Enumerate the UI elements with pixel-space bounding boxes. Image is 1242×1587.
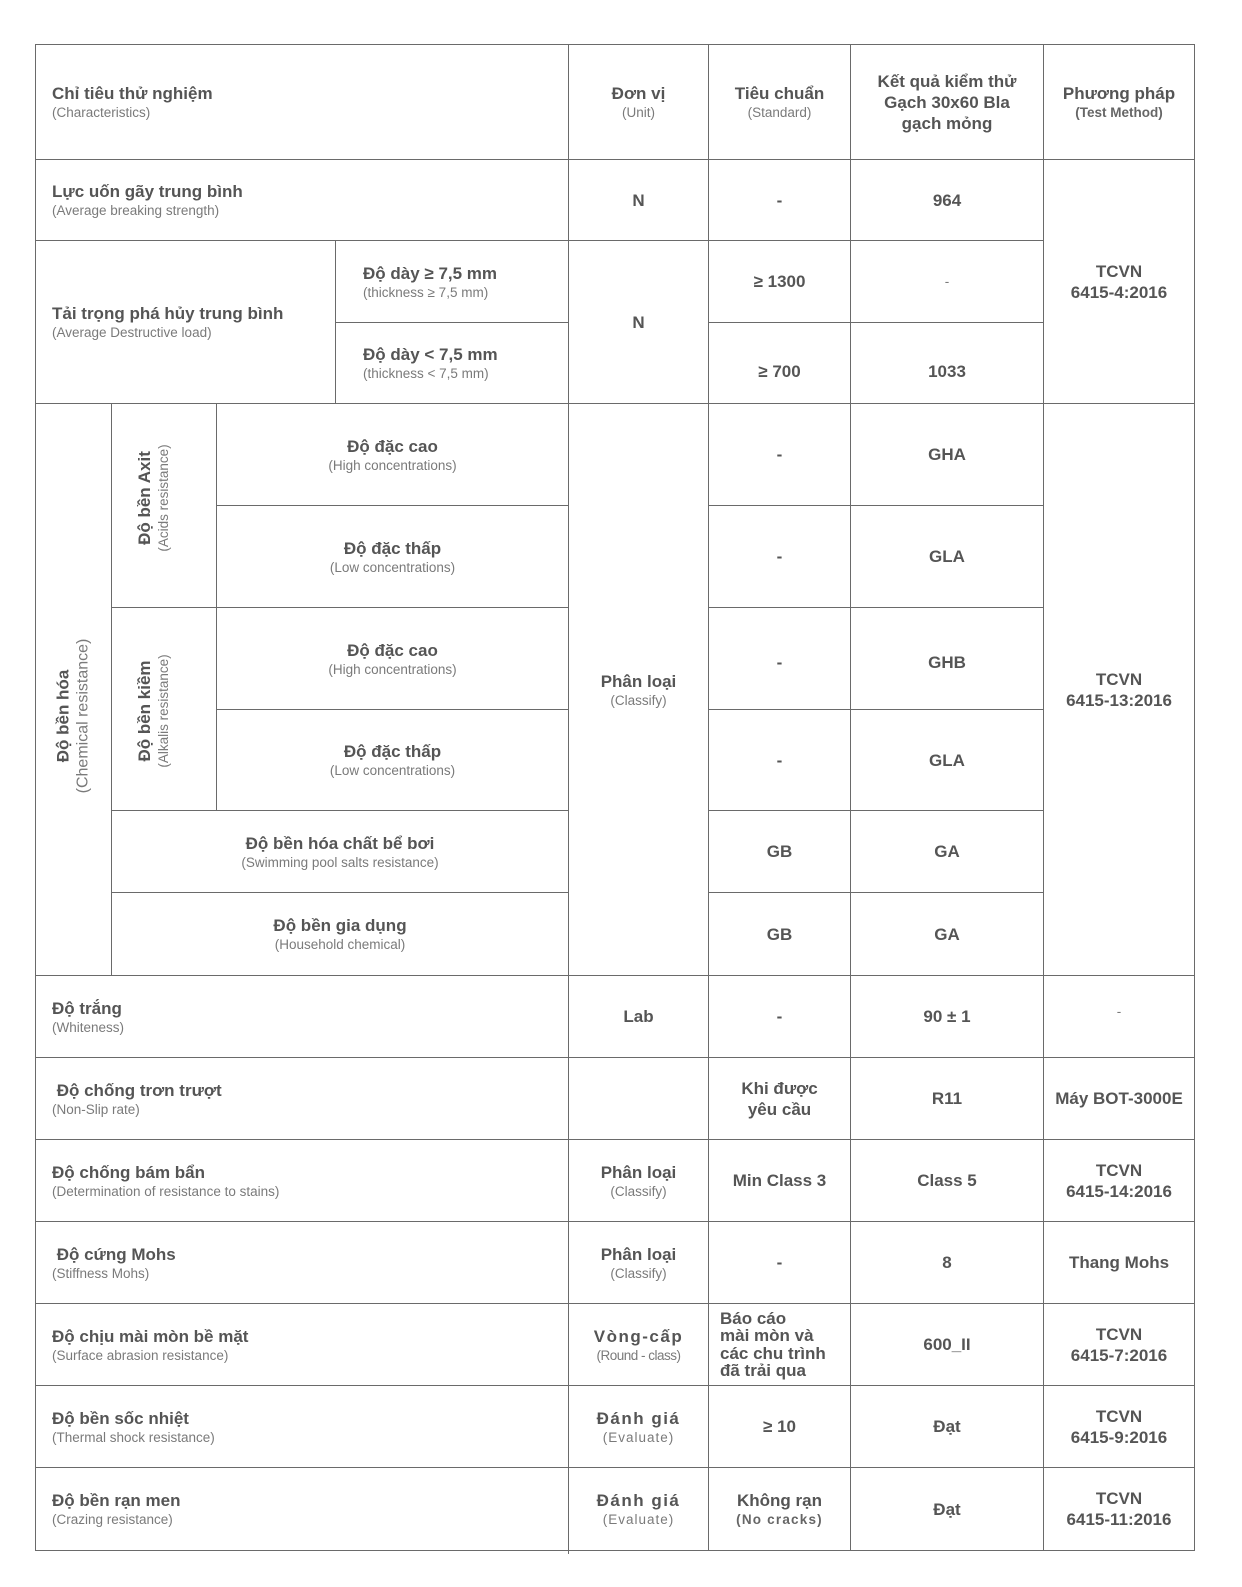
stains-label [36, 1140, 568, 1221]
pool-result-value: GA [934, 842, 960, 861]
header-standard-en: (Standard) [747, 105, 812, 120]
stains-unit-vi: Phân loại [600, 1162, 677, 1182]
abrasion-standard-line3: các chu trình [720, 1343, 826, 1363]
whiteness-method-value: - [1116, 1003, 1122, 1019]
household-result-value: GA [934, 924, 960, 944]
header-characteristics [36, 45, 568, 159]
destructive-label-en: (Average Destructive load) [52, 325, 212, 340]
stains-result-value: Class 5 [917, 1171, 977, 1190]
acid-high-standard [709, 404, 850, 505]
destructive-thick-label [336, 241, 568, 322]
thin-standard-value: ≥ 700 [758, 361, 801, 381]
acid-label-en: (Acids resistance) [156, 444, 171, 552]
whiteness-result [851, 976, 1043, 1057]
table-border-bottom [35, 1550, 1195, 1551]
nonslip-result [851, 1058, 1043, 1139]
alkali-label [134, 654, 172, 767]
abrasion-standard-line4: đã trải qua [720, 1361, 806, 1380]
household-label-vi: Độ bền gia dụng [273, 916, 407, 935]
thermal-method [1044, 1386, 1194, 1467]
alkali-low-vi: Độ đặc thấp [343, 742, 442, 761]
pool-standard-value: GB [766, 842, 793, 861]
crazing-method [1044, 1468, 1194, 1550]
alkali-label-en: (Alkalis resistance) [156, 654, 171, 768]
crazing-result [851, 1468, 1043, 1550]
abrasion-method [1044, 1304, 1194, 1385]
destructive-thin-label [336, 323, 568, 403]
stains-method-line2: 6415-14:2016 [1066, 1181, 1172, 1201]
crazing-method-line1: TCVN [1095, 1489, 1143, 1508]
stains-standard-value: Min Class 3 [732, 1171, 827, 1190]
mohs-unit-vi: Phân loại [600, 1244, 677, 1264]
stains-standard [709, 1140, 850, 1221]
abrasion-method-line2: 6415-7:2016 [1070, 1345, 1168, 1365]
acid-high-en: (High concentrations) [328, 457, 457, 473]
thick-standard [709, 241, 850, 322]
breaking-unit-value: N [632, 190, 645, 210]
pool-standard [709, 811, 850, 892]
mohs-unit [569, 1222, 708, 1303]
header-result-line3: gạch mỏng [901, 113, 993, 133]
chemical-method [1044, 404, 1194, 975]
breaking-label [36, 160, 568, 240]
thermal-method-line2: 6415-9:2016 [1070, 1427, 1168, 1447]
acid-label [134, 444, 172, 551]
mohs-standard-value: - [776, 1253, 783, 1272]
thermal-standard [709, 1386, 850, 1467]
abrasion-result [851, 1304, 1043, 1385]
acid-label-vi: Độ bền Axit [135, 451, 154, 545]
whiteness-label-vi: Độ trắng [52, 998, 122, 1018]
abrasion-label-en: (Surface abrasion resistance) [52, 1347, 229, 1363]
header-result-line2: Gạch 30x60 Bla [884, 92, 1010, 112]
alkali-low-label [217, 710, 568, 810]
thermal-unit [569, 1386, 708, 1467]
whiteness-result-value: 90 ± 1 [923, 1007, 971, 1026]
household-standard [709, 893, 850, 975]
household-label [112, 893, 568, 975]
crazing-unit-vi: Đánh giá [596, 1491, 681, 1510]
acid-low-standard-value: - [776, 547, 783, 566]
breaking-standard [709, 160, 850, 240]
thin-label-vi: Độ dày < 7,5 mm [363, 345, 498, 364]
whiteness-unit [569, 976, 708, 1057]
abrasion-label [36, 1304, 568, 1385]
thin-label-en: (thickness < 7,5 mm) [363, 366, 489, 381]
crazing-label [36, 1468, 568, 1550]
thick-label-en: (thickness ≥ 7,5 mm) [363, 284, 489, 300]
thick-result [851, 241, 1043, 322]
thermal-standard-value: ≥ 10 [763, 1417, 796, 1436]
pool-label-vi: Độ bền hóa chất bể bơi [245, 833, 435, 853]
nonslip-method [1044, 1058, 1194, 1139]
table-border-right [1194, 44, 1195, 1551]
alkali-high-en: (High concentrations) [328, 661, 457, 677]
crazing-label-en: (Crazing resistance) [52, 1512, 173, 1527]
mohs-label [36, 1222, 568, 1303]
abrasion-result-value: 600_II [923, 1335, 971, 1354]
stains-label-en: (Determination of resistance to stains) [52, 1183, 280, 1199]
mohs-result [851, 1222, 1043, 1303]
nonslip-label-en: (Non-Slip rate) [52, 1101, 140, 1117]
acid-low-en: (Low concentrations) [329, 559, 456, 575]
thin-result [851, 323, 1043, 403]
abrasion-label-vi: Độ chịu mài mòn bề mặt [52, 1326, 249, 1346]
alkali-low-standard-value: - [776, 750, 783, 770]
header-unit-vi: Đơn vị [611, 84, 666, 103]
mohs-label-en: (Stiffness Mohs) [52, 1265, 150, 1281]
crazing-result-value: Đạt [933, 1499, 961, 1519]
chemical-unit-en: (Classify) [610, 692, 667, 708]
chemical-label-en: (Chemical resistance) [74, 638, 92, 794]
mohs-method-value: Thang Mohs [1068, 1253, 1170, 1272]
alkali-low-result [851, 710, 1043, 810]
breaking-result-value: 964 [932, 190, 962, 210]
thermal-label-vi: Độ bền sốc nhiệt [52, 1408, 189, 1428]
header-unit [569, 45, 708, 159]
mohs-method [1044, 1222, 1194, 1303]
header-characteristics-en: (Characteristics) [52, 105, 151, 120]
crazing-unit [569, 1468, 708, 1550]
crazing-method-line2: 6415-11:2016 [1066, 1510, 1172, 1529]
crazing-standard [709, 1468, 850, 1550]
whiteness-label [36, 976, 568, 1057]
household-label-en: (Household chemical) [274, 937, 406, 952]
household-result [851, 893, 1043, 975]
thermal-method-line1: TCVN [1095, 1406, 1143, 1426]
acid-high-label [217, 404, 568, 505]
stains-result [851, 1140, 1043, 1221]
abrasion-standard-line1: Báo cáo [720, 1308, 787, 1328]
alkali-high-label [217, 608, 568, 709]
destructive-label-vi: Tải trọng phá hủy trung bình [52, 304, 284, 323]
breaking-label-en: (Average breaking strength) [52, 203, 220, 218]
chemical-unit [569, 404, 708, 975]
stains-method [1044, 1140, 1194, 1221]
chemical-label [53, 639, 94, 794]
stains-label-vi: Độ chống bám bẩn [52, 1162, 205, 1182]
whiteness-label-en: (Whiteness) [52, 1019, 125, 1035]
alkali-low-standard [709, 710, 850, 810]
destructive-unit-value: N [632, 312, 645, 332]
alkali-label-vi: Độ bền kiềm [135, 660, 154, 762]
breaking-result [851, 160, 1043, 240]
thin-standard [709, 323, 850, 403]
thin-result-value: 1033 [928, 361, 966, 381]
header-standard [709, 45, 850, 159]
nonslip-result-value: R11 [931, 1089, 963, 1108]
acid-high-vi: Độ đặc cao [347, 436, 438, 456]
header-unit-en: (Unit) [622, 105, 655, 120]
alkali-high-result [851, 608, 1043, 717]
abrasion-unit [569, 1304, 708, 1385]
breaking-label-vi: Lực uốn gãy trung bình [52, 182, 243, 201]
abrasion-unit-vi: Vòng-cấp [593, 1326, 684, 1346]
mohs-unit-en: (Classify) [610, 1265, 667, 1281]
destructive-unit [569, 241, 708, 403]
thermal-result-value: Đạt [933, 1417, 961, 1436]
nonslip-label-vi: Độ chống trơn trượt [52, 1080, 222, 1100]
nonslip-standard-line2: yêu cầu [747, 1099, 812, 1119]
header-method-en: (Test Method) [1075, 105, 1163, 120]
alkali-high-standard [709, 608, 850, 717]
acid-low-result [851, 506, 1043, 607]
mohs-standard [709, 1222, 850, 1303]
household-standard-value: GB [766, 924, 793, 944]
acid-low-result-value: GLA [929, 547, 965, 566]
stains-unit [569, 1140, 708, 1221]
crazing-unit-en: (Evaluate) [602, 1512, 675, 1527]
nonslip-label [36, 1058, 568, 1139]
strength-method-line1: TCVN [1095, 261, 1143, 281]
thick-result-value: - [944, 274, 950, 289]
abrasion-method-line1: TCVN [1095, 1324, 1143, 1344]
whiteness-standard-value: - [776, 1007, 783, 1026]
header-characteristics-vi: Chỉ tiêu thử nghiệm [52, 84, 213, 103]
abrasion-standard [709, 1304, 850, 1385]
acid-low-vi: Độ đặc thấp [343, 538, 442, 558]
pool-label-en: (Swimming pool salts resistance) [241, 854, 439, 870]
alkali-high-standard-value: - [776, 653, 783, 672]
alkali-low-en: (Low concentrations) [329, 763, 456, 778]
thick-label-vi: Độ dày ≥ 7,5 mm [363, 263, 498, 283]
thermal-unit-en: (Evaluate) [602, 1429, 675, 1445]
whiteness-unit-value: Lab [623, 1007, 654, 1026]
thick-standard-value: ≥ 1300 [753, 272, 806, 291]
alkali-high-vi: Độ đặc cao [347, 640, 438, 660]
thermal-result [851, 1386, 1043, 1467]
destructive-label [36, 241, 335, 403]
abrasion-unit-en: (Round - class) [596, 1347, 681, 1363]
crazing-standard-line2: (No cracks) [736, 1512, 823, 1527]
whiteness-standard [709, 976, 850, 1057]
abrasion-standard-line2: mài mòn và [720, 1326, 814, 1345]
mohs-result-value: 8 [942, 1253, 952, 1272]
thermal-label [36, 1386, 568, 1467]
alkali-low-result-value: GLA [929, 750, 965, 770]
chemical-unit-vi: Phân loại [600, 671, 677, 691]
breaking-unit [569, 160, 708, 240]
nonslip-unit [569, 1058, 708, 1139]
strength-method [1044, 160, 1194, 403]
header-standard-vi: Tiêu chuẩn [734, 84, 825, 103]
crazing-label-vi: Độ bền rạn men [52, 1491, 181, 1510]
mohs-label-vi: Độ cứng Mohs [52, 1244, 176, 1264]
header-method-vi: Phương pháp [1062, 84, 1176, 103]
breaking-standard-value: - [776, 190, 783, 210]
strength-method-line2: 6415-4:2016 [1070, 282, 1168, 302]
pool-result [851, 811, 1043, 892]
acid-high-result-value: GHA [928, 445, 966, 464]
acid-high-standard-value: - [776, 445, 783, 464]
nonslip-method-value: Máy BOT-3000E [1055, 1089, 1183, 1108]
stains-method-line1: TCVN [1095, 1160, 1143, 1180]
nonslip-standard [709, 1058, 850, 1139]
chemical-method-line1: TCVN [1095, 669, 1143, 689]
header-method [1044, 45, 1194, 159]
header-result [851, 45, 1043, 159]
whiteness-method [1044, 976, 1194, 1046]
nonslip-standard-line1: Khi được [741, 1078, 818, 1098]
acid-low-standard [709, 506, 850, 607]
thermal-label-en: (Thermal shock resistance) [52, 1429, 215, 1445]
chemical-method-line2: 6415-13:2016 [1066, 690, 1172, 710]
acid-high-result [851, 404, 1043, 505]
stains-unit-en: (Classify) [610, 1183, 667, 1199]
chemical-label-vi: Độ bền hóa [53, 669, 73, 763]
thermal-unit-vi: Đánh giá [596, 1408, 681, 1428]
alkali-high-result-value: GHB [928, 653, 966, 672]
pool-label [112, 811, 568, 892]
acid-low-label [217, 506, 568, 607]
crazing-standard-line1: Không rạn [737, 1491, 822, 1510]
header-result-line1: Kết quả kiểm thử [877, 71, 1017, 91]
